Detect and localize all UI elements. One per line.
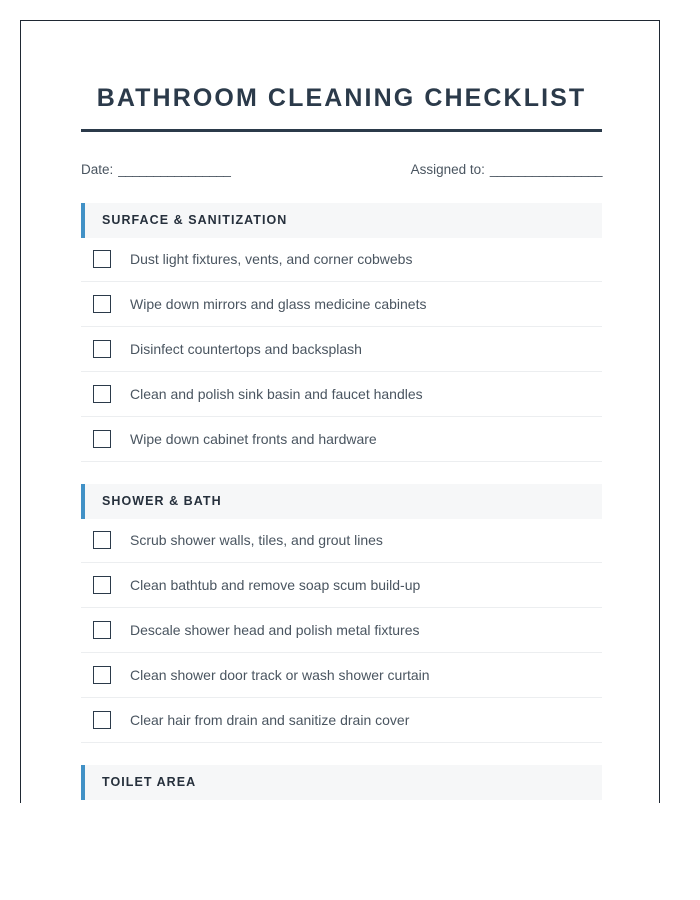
checkbox-icon[interactable]	[93, 295, 111, 313]
section-header	[81, 203, 602, 238]
section-header	[81, 484, 602, 519]
section-title: SHOWER & BATH	[102, 494, 222, 509]
checklist-items	[81, 519, 602, 743]
date-blank-line: ________________	[118, 161, 231, 177]
assigned-to-blank-line: ________________	[489, 161, 602, 177]
checklist-row[interactable]	[81, 563, 602, 608]
checklist-row[interactable]	[81, 372, 602, 417]
checklist-row[interactable]	[81, 282, 602, 327]
checkbox-icon[interactable]	[93, 340, 111, 358]
page-title: BATHROOM CLEANING CHECKLIST	[96, 84, 587, 112]
meta-row	[81, 162, 602, 177]
assigned-to-field[interactable]	[411, 162, 602, 177]
checklist-item-label: Clear hair from drain and sanitize drain cover	[130, 711, 410, 728]
checklist-row[interactable]	[81, 698, 602, 743]
checklist-row[interactable]	[81, 417, 602, 462]
checklist-item-label: Scrub shower walls, tiles, and grout lines	[130, 532, 383, 549]
checklist-section	[81, 484, 602, 743]
checkbox-icon[interactable]	[93, 531, 111, 549]
checklist-item-label: Wipe down mirrors and glass medicine cabinets	[130, 296, 427, 313]
checklist-items	[81, 238, 602, 462]
section-title: TOILET AREA	[102, 775, 197, 790]
section-header	[81, 765, 602, 800]
checklist-section	[81, 203, 602, 462]
section-accent-bar	[81, 484, 85, 519]
checklist-row[interactable]	[81, 608, 602, 653]
checkbox-icon[interactable]	[93, 711, 111, 729]
checkbox-icon[interactable]	[93, 621, 111, 639]
document-page	[20, 20, 660, 803]
checklist-sections	[81, 203, 602, 800]
checklist-row[interactable]	[81, 238, 602, 283]
checklist-item-label: Dust light fixtures, vents, and corner cobwebs	[130, 251, 413, 268]
checkbox-icon[interactable]	[93, 666, 111, 684]
checkbox-icon[interactable]	[93, 576, 111, 594]
checklist-item-label: Descale shower head and polish metal fixtures	[130, 622, 420, 639]
page-content	[81, 21, 602, 800]
checklist-item-label: Wipe down cabinet fronts and hardware	[130, 430, 377, 447]
checklist-item-label: Clean bathtub and remove soap scum build-up	[130, 577, 421, 594]
checkbox-icon[interactable]	[93, 385, 111, 403]
section-title: SURFACE & SANITIZATION	[102, 213, 288, 228]
checklist-row[interactable]	[81, 653, 602, 698]
checklist-section	[81, 765, 602, 800]
checklist-item-label: Clean and polish sink basin and faucet handles	[130, 385, 423, 402]
date-label: Date:	[81, 161, 114, 177]
checklist-item-label: Disinfect countertops and backsplash	[130, 341, 362, 358]
checklist-item-label: Clean shower door track or wash shower curtain	[130, 666, 430, 683]
assigned-to-label: Assigned to:	[410, 161, 485, 177]
checkbox-icon[interactable]	[93, 250, 111, 268]
section-accent-bar	[81, 765, 85, 800]
date-field[interactable]	[81, 162, 230, 177]
checklist-row[interactable]	[81, 519, 602, 564]
checkbox-icon[interactable]	[93, 430, 111, 448]
checklist-row[interactable]	[81, 327, 602, 372]
title-divider	[81, 129, 602, 132]
section-accent-bar	[81, 203, 85, 238]
